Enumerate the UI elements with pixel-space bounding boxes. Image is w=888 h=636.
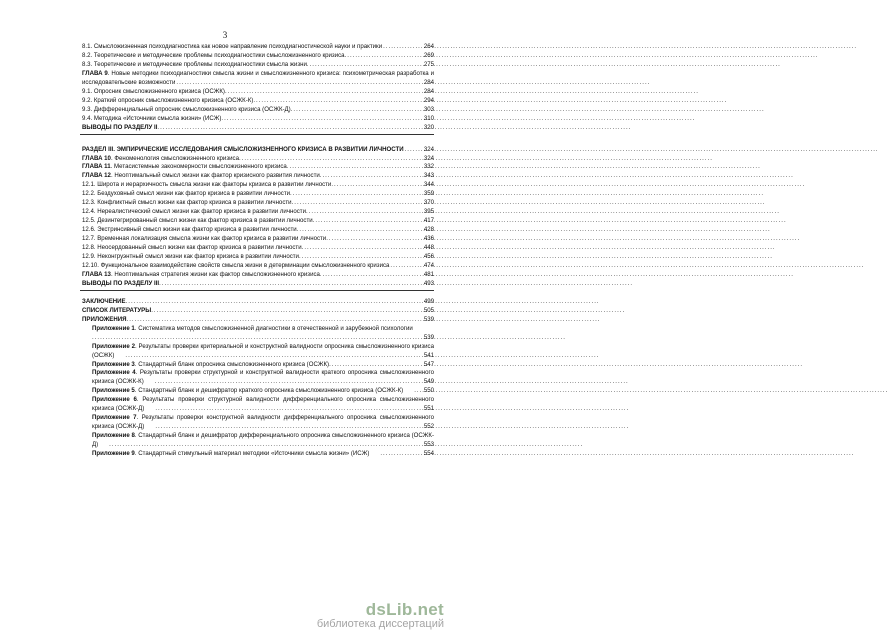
dot-leader <box>383 43 423 52</box>
toc-page-number: 550 <box>423 387 434 395</box>
watermark-logo: dsLib.net <box>365 600 444 619</box>
toc-entry-title: . Стандартный бланк и дешифратор краткого опросника смысложизненного кризиса (ОСЖК-К) <box>134 387 404 395</box>
toc-entry-title: 9.1. Опросник смысложизненного кризиса (ОСЖК) <box>82 87 225 95</box>
toc-entry-title: 12.7. Временная локализация смысла жизни как фактор кризиса в развитии личности <box>82 235 327 243</box>
toc-entry-label: Приложение 8 <box>92 432 135 440</box>
toc-entry <box>82 226 434 235</box>
toc-entry <box>82 88 434 97</box>
dot-leader <box>320 271 423 280</box>
toc-entry-title: 8.3. Теоретические и методические проблемы психодиагностики смысла жизни <box>82 60 307 68</box>
toc-page-number: 359 <box>423 190 434 198</box>
dot-leader <box>297 226 423 235</box>
toc-entry-title: . Неоптимальная стратегия жизни как фактор смысложизненного кризиса <box>110 270 320 278</box>
toc-entry <box>82 124 434 133</box>
toc-entry-label: ГЛАВА 12 <box>82 172 111 180</box>
toc-page-number: 554 <box>423 450 434 458</box>
toc-entry-title: 9.4. Методика «Источники смысла жизни» (ИСЖ) <box>82 114 222 122</box>
toc-entry-title: СПИСОК ЛИТЕРАТУРЫ <box>82 306 152 314</box>
toc-entry-title: 9.3. Дифференциальный опросник смысложизненного кризиса (ОСЖК-Д) <box>82 105 291 113</box>
toc-entry <box>82 155 434 164</box>
dot-leader <box>109 441 423 450</box>
toc-entry-title: ВЫВОДЫ ПО РАЗДЕЛУ III <box>82 279 160 287</box>
section-divider <box>80 134 434 135</box>
toc-page-number: 343 <box>423 172 434 180</box>
toc-page-number: 552 <box>423 423 434 431</box>
toc-entry <box>82 199 434 208</box>
toc-entry-title: 12.9. Неконгруэнтный смысл жизни как фактор кризиса в развитии личности <box>82 253 299 261</box>
toc-entry-label: ГЛАВА 13 <box>82 270 111 278</box>
toc-entry <box>82 244 434 253</box>
toc-entry <box>82 115 434 124</box>
toc-entry-title: ВЫВОДЫ ПО РАЗДЕЛУ II <box>82 123 158 131</box>
toc-entry <box>82 163 434 172</box>
dot-leader <box>331 181 422 190</box>
toc-entry <box>82 432 434 450</box>
dot-leader <box>239 155 423 164</box>
toc-entry <box>82 70 434 88</box>
toc-entry <box>82 298 434 307</box>
toc-page-number: 344 <box>423 181 434 189</box>
table-of-contents <box>82 43 434 459</box>
toc-entry <box>82 387 434 396</box>
toc-page-number: 505 <box>423 306 434 314</box>
dot-leader <box>414 387 423 396</box>
toc-entry-title: 9.2. Краткий опросник смысложизненного кризиса (ОСЖК-К) <box>82 96 254 104</box>
toc-entry-title: . Результаты проверки структурной валидности дифференциального опросника смысложизненного кризиса (ОСЖК-Д) <box>92 396 434 413</box>
dot-leader <box>125 352 422 361</box>
toc-entry-title: 12.5. Дезинтегрированный смысл жизни как фактор кризиса в развитии личности <box>82 217 313 225</box>
toc-page-number: 553 <box>423 441 434 449</box>
toc-entry <box>82 307 434 316</box>
toc-entry <box>82 253 434 262</box>
toc-page-number: 428 <box>423 226 434 234</box>
toc-entry-label: Приложение 2 <box>92 342 135 350</box>
toc-entry-title: РАЗДЕЛ III. ЭМПИРИЧЕСКИЕ ИССЛЕДОВАНИЯ СМЫСЛОЖИЗНЕННОГО КРИЗИСА В РАЗВИТИИ ЛИЧНОСТИ <box>82 145 404 153</box>
toc-entry-title: . Результаты проверки структурной и конструктной валидности краткого опросника смысложизненного кризиса (ОСЖК-К) <box>92 369 434 386</box>
toc-page-number: 436 <box>423 235 434 243</box>
toc-entry-title: . Результаты проверки конструктной валидности дифференциального опросника смысложизненного кризиса (ОСЖК-Д) <box>92 414 434 431</box>
toc-page-number: 332 <box>423 163 434 171</box>
toc-page-number: 541 <box>423 351 434 359</box>
dot-leader <box>326 235 423 244</box>
dot-leader <box>292 199 423 208</box>
toc-entry-title: 12.8. Неосердованный смысл жизни как фактор кризиса в развитии личности <box>82 244 302 252</box>
toc-entry-title: . Неоптимальный смысл жизни как фактор кризисного развития личности <box>110 172 320 180</box>
toc-entry <box>82 262 434 271</box>
toc-entry-title: 12.4. Нереалистический смысл жизни как фактор кризиса в развитии личности <box>82 208 306 216</box>
toc-page-number: 395 <box>423 208 434 216</box>
page-number: 3 <box>222 30 228 40</box>
dot-leader <box>306 208 423 217</box>
toc-page-number: 456 <box>423 253 434 261</box>
dot-leader <box>329 361 423 370</box>
dot-leader <box>155 405 423 414</box>
toc-entry-title: 12.1. Широта и иерархичность смысла жизни как факторы кризиса в развитии личности <box>82 181 332 189</box>
toc-page-number: 474 <box>423 261 434 269</box>
toc-entry <box>82 280 434 289</box>
toc-page-number: 264 <box>423 43 434 51</box>
toc-entry-title: 8.2. Теоретические и методические проблемы психодиагностики смысложизненного кризиса <box>82 51 345 59</box>
toc-entry-title: . Систематика методов смысложизненной диагностики в отечественной и зарубежной психологии <box>134 324 413 332</box>
toc-page-number: 269 <box>423 51 434 59</box>
toc-entry-label: Приложение 9 <box>92 450 135 458</box>
toc-entry-label: ГЛАВА 10 <box>82 154 111 162</box>
toc-entry-title: ПРИЛОЖЕНИЯ <box>82 315 127 323</box>
spacer <box>82 137 434 146</box>
toc-entry-title: 12.3. Конфликтный смысл жизни как фактор кризиса в развитии личности <box>82 199 292 207</box>
toc-entry-label: ГЛАВА 9 <box>82 69 108 77</box>
toc-entry-title: . Стандартный бланк опросника смысложизненного кризиса (ОСЖК) <box>134 360 330 368</box>
dot-leader <box>225 88 423 97</box>
toc-entry <box>82 316 434 325</box>
toc-entry <box>82 106 434 115</box>
toc-page-number: 417 <box>423 217 434 225</box>
toc-page-number: 499 <box>423 297 434 305</box>
toc-entry-title: . Метасистемные закономерности смысложизненного кризиса <box>110 163 287 171</box>
dot-leader <box>159 280 423 289</box>
watermark <box>317 600 444 630</box>
toc-page-number: 551 <box>423 405 434 413</box>
toc-entry <box>82 414 434 432</box>
toc-entry <box>82 146 434 155</box>
dot-leader <box>302 244 423 253</box>
watermark-subtitle: библиотека диссертаций <box>316 618 444 630</box>
dot-leader <box>155 423 423 432</box>
toc-entry-title: 8.1. Смысложизненная психодиагностика как новое направление психодиагностической науки и практики <box>82 43 383 50</box>
toc-entry <box>82 361 434 370</box>
toc-entry <box>82 97 434 106</box>
toc-page-number: 547 <box>423 360 434 368</box>
toc-entry <box>82 43 434 52</box>
dot-leader <box>92 334 423 343</box>
dot-leader <box>176 79 422 88</box>
toc-entry-label: Приложение 7 <box>92 414 137 422</box>
toc-entry-title: . Результаты проверки критериальной и конструктной валидности опросника смысложизненного кризиса (ОСЖК) <box>92 342 434 359</box>
toc-page-number: 284 <box>423 78 434 86</box>
toc-page-number: 294 <box>423 96 434 104</box>
toc-page-number: 303 <box>423 105 434 113</box>
toc-page-number: 549 <box>423 378 434 386</box>
toc-entry <box>82 235 434 244</box>
toc-entry-title: . Стандартный стимульный материал методики «Источники смысла жизни» (ИСЖ) <box>134 450 370 458</box>
toc-page-number: 324 <box>423 154 434 162</box>
dot-leader <box>390 262 422 271</box>
dot-leader <box>151 307 423 316</box>
dot-leader <box>287 163 423 172</box>
toc-entry-title: . Стандартный бланк и дешифратор дифференциального опросника смысложизненного кризиса (ОСЖК-Д) <box>92 432 434 449</box>
toc-entry <box>82 208 434 217</box>
toc-entry-label: Приложение 1 <box>92 324 135 332</box>
dot-leader <box>307 61 423 70</box>
toc-entry-title: 12.2. Бездуховный смысл жизни как фактор кризиса в развитии личности <box>82 190 291 198</box>
toc-entry <box>82 181 434 190</box>
toc-page-number: 320 <box>423 123 434 131</box>
dot-leader <box>221 115 422 124</box>
dot-leader <box>290 190 423 199</box>
toc-entry <box>82 271 434 280</box>
toc-entry <box>82 450 434 459</box>
dot-leader <box>126 298 423 307</box>
toc-entry-label: Приложение 3 <box>92 360 135 368</box>
toc-page-number: 539 <box>423 333 434 341</box>
toc-entry <box>82 343 434 361</box>
toc-entry-label: Приложение 4 <box>92 369 136 377</box>
toc-entry-title: . Новые методики психодиагностики смысла жизни и смысложизненного кризиса: психометрическая разработка и исследовательские возможности <box>82 69 434 86</box>
toc-page-number: 448 <box>423 244 434 252</box>
toc-entry <box>82 52 434 61</box>
toc-entry-title: ЗАКЛЮЧЕНИЕ <box>82 297 126 305</box>
toc-entry <box>82 172 434 181</box>
toc-entry-title: 12.6. Экстринсивный смысл жизни как фактор кризиса в развитии личности <box>82 226 297 234</box>
dot-leader <box>345 52 423 61</box>
toc-entry <box>82 61 434 70</box>
toc-entry <box>82 190 434 199</box>
dot-leader <box>291 106 423 115</box>
dot-leader <box>253 97 423 106</box>
toc-page-number: 324 <box>423 145 434 153</box>
toc-page-number: 493 <box>423 279 434 287</box>
dot-leader <box>155 378 423 387</box>
dot-leader <box>127 316 423 325</box>
toc-entry-title: . Феноменология смысложизненного кризиса <box>110 154 239 162</box>
toc-entry-title: 12.10. Функциональное взаимодействие свойств смысла жизни в детерминации смысложизненного кризиса <box>82 261 390 269</box>
dot-leader <box>320 172 423 181</box>
toc-page-number: 310 <box>423 114 434 122</box>
section-divider <box>80 290 434 291</box>
toc-entry <box>82 369 434 387</box>
dot-leader <box>313 217 423 226</box>
toc-page-number: 370 <box>423 199 434 207</box>
toc-entry-label: Приложение 5 <box>92 387 135 395</box>
toc-entry-label: ГЛАВА 11 <box>82 163 111 171</box>
toc-page-number: 539 <box>423 315 434 323</box>
toc-page-number: 284 <box>423 87 434 95</box>
toc-entry-label: Приложение 6 <box>92 396 137 404</box>
toc-entry <box>82 396 434 414</box>
dot-leader <box>405 146 423 155</box>
toc-entry <box>82 217 434 226</box>
dot-leader <box>380 450 422 459</box>
dot-leader <box>299 253 423 262</box>
toc-page-number: 275 <box>423 60 434 68</box>
toc-page-number: 481 <box>423 270 434 278</box>
dot-leader <box>157 124 422 133</box>
toc-entry <box>82 325 434 343</box>
